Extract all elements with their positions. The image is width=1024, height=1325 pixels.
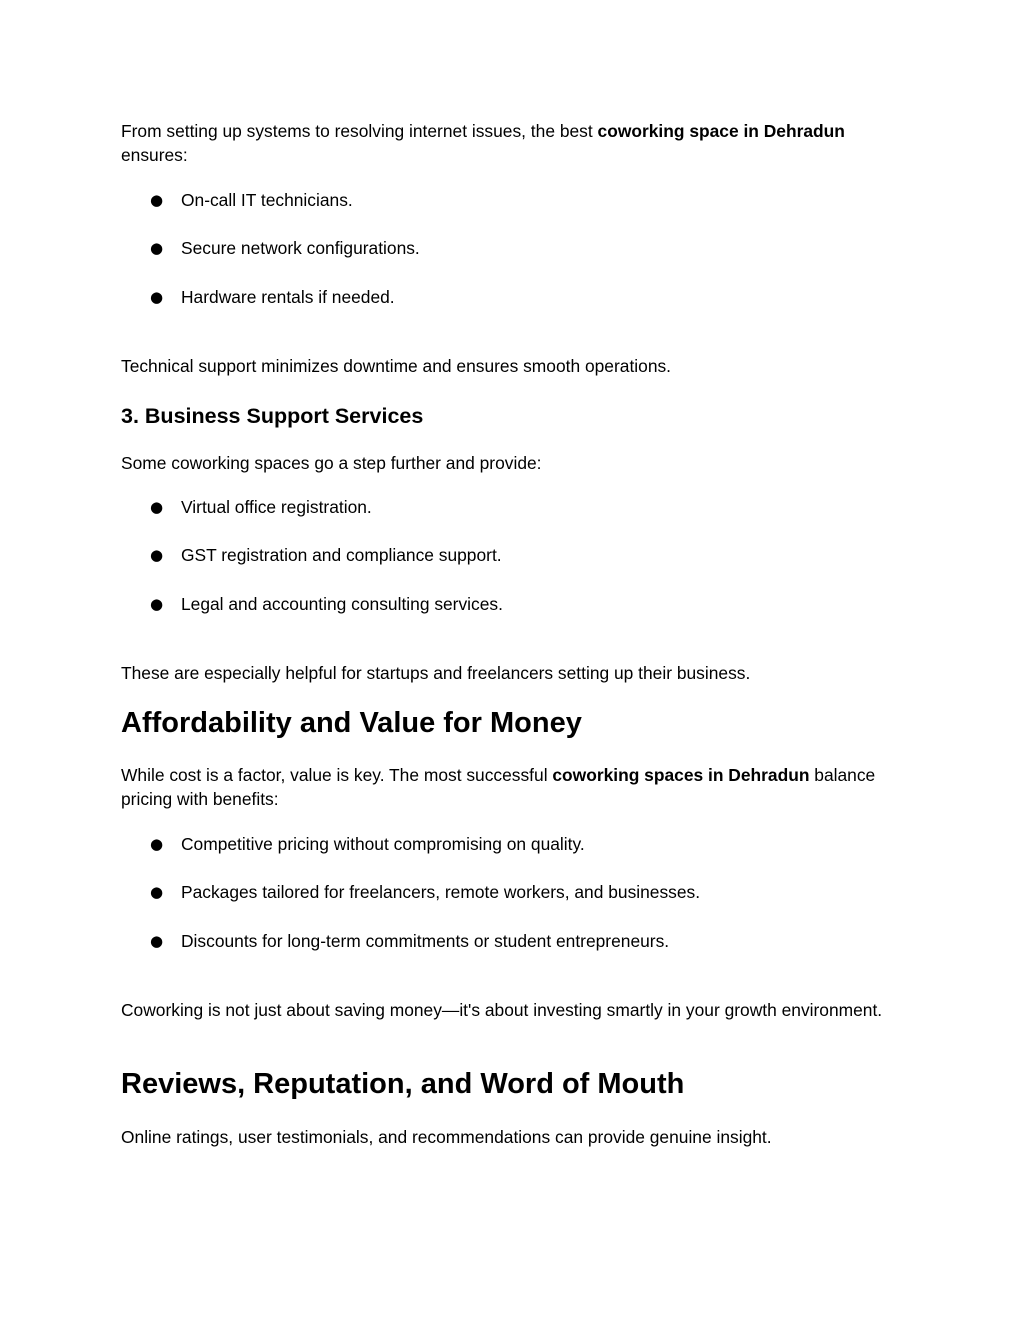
list-item xyxy=(121,543,911,567)
list-item-text: Competitive pricing without compromising on quality. xyxy=(181,834,585,854)
list-item-text: Packages tailored for freelancers, remote workers, and businesses. xyxy=(181,882,701,902)
afford-text-after: balance pricing with benefits: xyxy=(121,765,876,809)
business-support-heading: 3. Business Support Services xyxy=(121,404,424,428)
list-item xyxy=(121,495,911,519)
business-intro-paragraph: Some coworking spaces go a step further and provide: xyxy=(121,453,542,473)
bullet-icon: ● xyxy=(150,835,164,853)
list-item-text: On-call IT technicians. xyxy=(181,190,353,210)
bullet-icon: ● xyxy=(150,932,164,950)
list-item-text: Hardware rentals if needed. xyxy=(181,287,395,307)
list-item xyxy=(121,188,911,212)
list-item xyxy=(121,592,911,616)
intro-text-after: ensures: xyxy=(121,145,188,165)
bullet-icon: ● xyxy=(150,239,164,257)
bullet-icon: ● xyxy=(150,191,164,209)
list-item-text: Discounts for long-term commitments or student entrepreneurs. xyxy=(181,931,670,951)
list-item xyxy=(121,832,911,856)
bullet-icon: ● xyxy=(150,288,164,306)
reviews-heading: Reviews, Reputation, and Word of Mouth xyxy=(121,1068,685,1100)
list-item xyxy=(121,929,911,953)
list-item-text: GST registration and compliance support. xyxy=(181,545,502,565)
bullet-icon: ● xyxy=(150,595,164,613)
list-item-text: Secure network configurations. xyxy=(181,238,420,258)
reviews-paragraph: Online ratings, user testimonials, and recommendations can provide genuine insight. xyxy=(121,1127,772,1147)
bullet-icon: ● xyxy=(150,546,164,564)
intro-paragraph xyxy=(121,119,911,167)
list-item-text: Virtual office registration. xyxy=(181,497,372,517)
bullet-icon: ● xyxy=(150,498,164,516)
bullet-icon: ● xyxy=(150,883,164,901)
business-summary-paragraph: These are especially helpful for startups and freelancers setting up their business. xyxy=(121,663,751,683)
list-item xyxy=(121,880,911,904)
list-item xyxy=(121,285,911,309)
affordability-summary-paragraph: Coworking is not just about saving money—it's about investing smartly in your growth environment. xyxy=(121,1000,883,1020)
tech-summary-paragraph: Technical support minimizes downtime and ensures smooth operations. xyxy=(121,356,672,376)
intro-bold-keyword: coworking space in Dehradun xyxy=(597,121,845,141)
afford-text-before: While cost is a factor, value is key. The most successful xyxy=(121,765,553,785)
list-item xyxy=(121,236,911,260)
list-item-text: Legal and accounting consulting services. xyxy=(181,594,503,614)
affordability-intro-paragraph xyxy=(121,763,911,811)
intro-text-before: From setting up systems to resolving internet issues, the best xyxy=(121,121,598,141)
afford-bold-keyword: coworking spaces in Dehradun xyxy=(552,765,810,785)
affordability-heading: Affordability and Value for Money xyxy=(121,707,582,739)
